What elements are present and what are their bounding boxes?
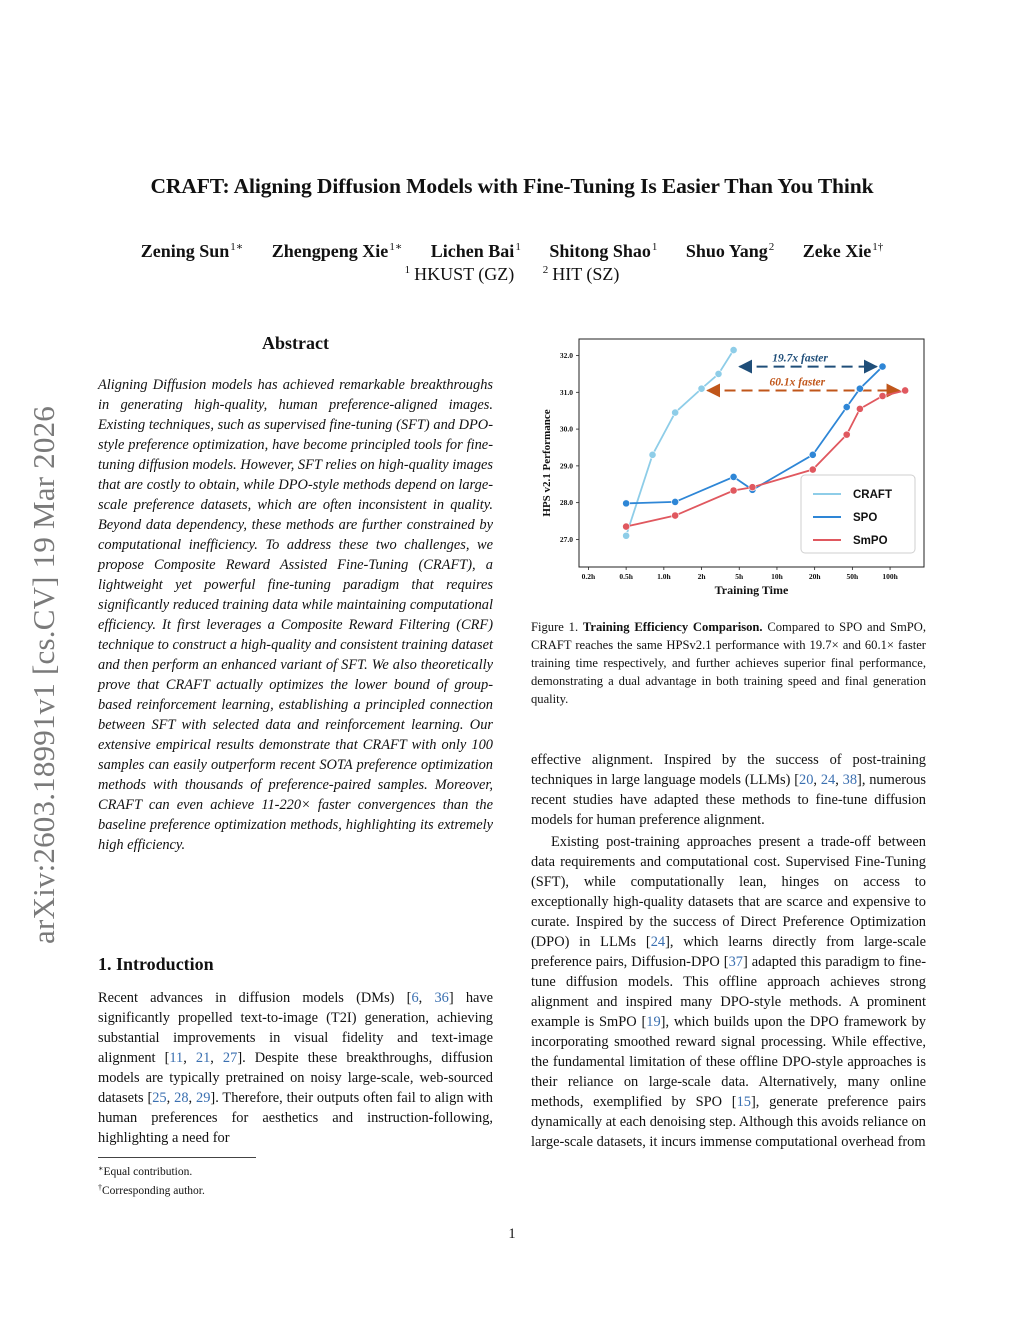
text-run: Recent advances in diffusion models (DMs) [ [98, 990, 412, 1006]
intro-paragraph [531, 832, 926, 1152]
x-axis-label: Training Time [714, 583, 789, 597]
y-tick-label: 29.0 [559, 461, 573, 471]
figure-caption [531, 618, 926, 708]
figure-label: Figure 1. [531, 620, 579, 634]
citation-link[interactable]: 24 [820, 772, 836, 788]
author-list [0, 240, 1024, 262]
x-tick-label: 1.0h [657, 572, 671, 581]
author: Shitong Shao$^1$ [549, 241, 658, 261]
data-point-spo [809, 451, 816, 458]
text-run: effective alignment. Inspired by the success of post-training techniques in large language models (LLMs) [ [531, 752, 926, 788]
text-run: ] adapted this paradigm to fine-tune diffusion models. This offline approach achieves strong alignment and inspired many DPO-style methods. A prominent example is SmPO [ [531, 954, 926, 1030]
citation-link[interactable]: 11 [169, 1050, 184, 1066]
data-point-smpo [843, 431, 850, 438]
author: Zhengpeng Xie$^{1∗}$ [271, 241, 403, 261]
x-tick-label: 50h [846, 572, 859, 581]
speedup-annotation: 19.7x faster [772, 352, 828, 365]
data-point-smpo [749, 484, 756, 491]
data-point-spo [672, 498, 679, 505]
x-tick-label: 2h [697, 572, 706, 581]
data-point-spo [879, 363, 886, 370]
section-heading-introduction: 1. Introduction [98, 954, 214, 974]
text-run: ] have significantly propelled text-to-image (T2I) generation, achieving substantial improvements in visual fidelity and text-image alignment [ [98, 990, 494, 1066]
data-point-spo [730, 473, 737, 480]
figure-caption-title: Training Efficiency Comparison. [582, 620, 763, 634]
text-run: , [210, 1050, 223, 1066]
data-point-craft [623, 532, 630, 539]
text-run: , [183, 1050, 196, 1066]
footnote: †Corresponding author. [98, 1183, 205, 1197]
text-run: , [166, 1090, 175, 1106]
data-point-spo [843, 403, 850, 410]
citation-link[interactable]: 21 [195, 1050, 211, 1066]
citation-link[interactable]: 28 [174, 1090, 189, 1106]
y-axis-label: HPS v2.1 Performance [541, 409, 553, 517]
intro-continued [531, 750, 926, 1152]
abstract-heading: Abstract [262, 333, 329, 353]
footnote: ∗Equal contribution. [98, 1164, 193, 1178]
citation-link[interactable]: 27 [222, 1050, 238, 1066]
legend-label: CRAFT [853, 489, 892, 501]
author: Zening Sun$^{1∗}$ [140, 241, 244, 261]
citation-link[interactable]: 38 [842, 772, 858, 788]
text-run: ]. Therefore, their outputs often fail to align with human preferences for aesthetics and instruction-following, highlighting a need for [98, 1090, 493, 1146]
data-point-craft [715, 370, 722, 377]
data-point-smpo [623, 523, 630, 530]
author: Zeke Xie$^{1\dagger}$ [802, 241, 884, 261]
data-point-craft [698, 385, 705, 392]
text-run: Existing post-training approaches present a trade-off between data requirements and computational cost. Supervised Fine-Tuning (SFT), while computationally lean, hinges on access to exceptionally high-quality datasets that are scarce and expensive to curate. Inspired by the success of Direct Preference Optimization (DPO) in LLMs [ [531, 834, 926, 950]
footnote-rule [98, 1157, 256, 1158]
data-point-smpo [730, 487, 737, 494]
citation-link[interactable]: 36 [434, 990, 449, 1006]
data-point-spo [856, 385, 863, 392]
text-run: , [188, 1090, 197, 1106]
y-tick-label: 31.0 [559, 387, 573, 397]
x-tick-label: 5h [735, 572, 744, 581]
data-point-smpo [809, 466, 816, 473]
text-run: ], which learns directly from large-scale preference pairs, Diffusion-DPO [ [531, 934, 926, 970]
text-run: ], numerous recent studies have adapted these methods to fine-tune diffusion models for human preference alignment. [531, 772, 926, 828]
data-point-smpo [879, 392, 886, 399]
x-tick-label: 0.5h [619, 572, 633, 581]
citation-link[interactable]: 24 [650, 934, 666, 950]
speedup-annotation: 60.1x faster [769, 376, 826, 389]
x-tick-label: 20h [808, 572, 821, 581]
footnotes [98, 1161, 205, 1199]
data-point-spo [623, 500, 630, 507]
training-efficiency-chart [531, 333, 926, 603]
citation-link[interactable]: 6 [411, 990, 419, 1006]
y-tick-label: 27.0 [559, 534, 573, 544]
text-run: , [813, 772, 821, 788]
data-point-smpo [856, 405, 863, 412]
author: Shuo Yang$^2$ [685, 241, 775, 261]
x-tick-label: 0.2h [581, 572, 596, 581]
citation-link[interactable]: 15 [736, 1094, 751, 1110]
data-point-craft [649, 451, 656, 458]
y-tick-label: 32.0 [559, 351, 573, 361]
data-point-smpo [672, 512, 679, 519]
arxiv-identifier: arXiv:2603.18991v1 [cs.CV] 19 Mar 2026 [26, 406, 61, 944]
data-point-craft [730, 346, 737, 353]
citation-link[interactable]: 37 [728, 954, 743, 970]
data-point-craft [672, 409, 679, 416]
text-run: , [418, 990, 435, 1006]
affiliation-list [0, 264, 1024, 285]
legend-label: SPO [853, 512, 878, 524]
y-tick-label: 28.0 [559, 498, 573, 508]
paper-title: CRAFT: Aligning Diffusion Models with Fine-Tuning Is Easier Than You Think [150, 174, 874, 198]
page-number: 1 [508, 1226, 516, 1242]
y-tick-label: 30.0 [559, 424, 573, 434]
citation-link[interactable]: 29 [196, 1090, 211, 1106]
citation-link[interactable]: 25 [152, 1090, 167, 1106]
intro-paragraph [98, 988, 493, 1148]
text-run: ], generate preference pairs dynamically at each denoising step. Although this avoids reliance on large-scale datasets, it incurs immense computational overhead from [531, 1094, 926, 1150]
text-run: ]. Despite these breakthroughs, diffusion models are typically pretrained on noisy large-scale, web-sourced datasets [ [98, 1050, 493, 1106]
x-tick-label: 10h [771, 572, 783, 581]
text-run: , [835, 772, 843, 788]
text-run: ], which builds upon the DPO framework by incorporating smoothed reward signal processing. While effective, the fundamental limitation of these offline DPO-style approaches is their reliance on large-scale data. Alternatively, many online methods, exemplified by SPO [ [531, 1014, 927, 1110]
figure-caption-body: Compared to SPO and SmPO, CRAFT reaches the same HPSv2.1 performance with 19.7× and 60.1× faster training time respectively, and further achieves superior final performance, demonstrating a dual advantage in both training speed and final generation quality. [531, 620, 927, 706]
intro-paragraph [531, 750, 926, 830]
x-tick-label: 100h [882, 572, 898, 581]
figure-1 [531, 333, 926, 603]
abstract-text: Aligning Diffusion models has achieved remarkable breakthroughs in generating high-quality, human preference-aligned images. Existing techniques, such as supervised fine-tuning (SFT) and DPO-style preference optimization, have become principled tools for fine-tuning diffusion models. However, SFT relies on high-quality images that are costly to obtain, while DPO-style methods depend on large-scale preference datasets, which are often inconsistent in quality. Beyond data dependency, these methods are further constrained by computational inefficiency. To address these two challenges, we propose Composite Reward Assisted Fine-Tuning (CRAFT), a lightweight yet powerful fine-tuning paradigm that requires significantly reduced training data while maintaining computational efficiency. It first leverages a Composite Reward Filtering (CRF) technique to construct a high-quality and consistent training dataset and then perform an enhanced variant of SFT. We also theoretically prove that CRAFT actually optimizes the lower bound of group-based reinforcement learning, establishing a principled connection between SFT with selected data and reinforcement learning. Our extensive empirical results demonstrate that CRAFT with only 100 samples can easily outperform recent SOTA preference optimization methods with thousands of preference-paired samples. Moreover, CRAFT can even achieve 11-220× faster convergences than the baseline preference optimization methods, highlighting its extremely high efficiency. [98, 377, 493, 853]
citation-link[interactable]: 20 [799, 772, 814, 788]
citation-link[interactable]: 19 [646, 1014, 661, 1030]
author: Lichen Bai$^1$ [430, 241, 521, 261]
legend-label: SmPO [853, 535, 888, 547]
affiliation: $^1$ HKUST (GZ) [404, 264, 515, 284]
data-point-smpo [902, 387, 909, 394]
affiliation: $^2$ HIT (SZ) [542, 264, 620, 284]
